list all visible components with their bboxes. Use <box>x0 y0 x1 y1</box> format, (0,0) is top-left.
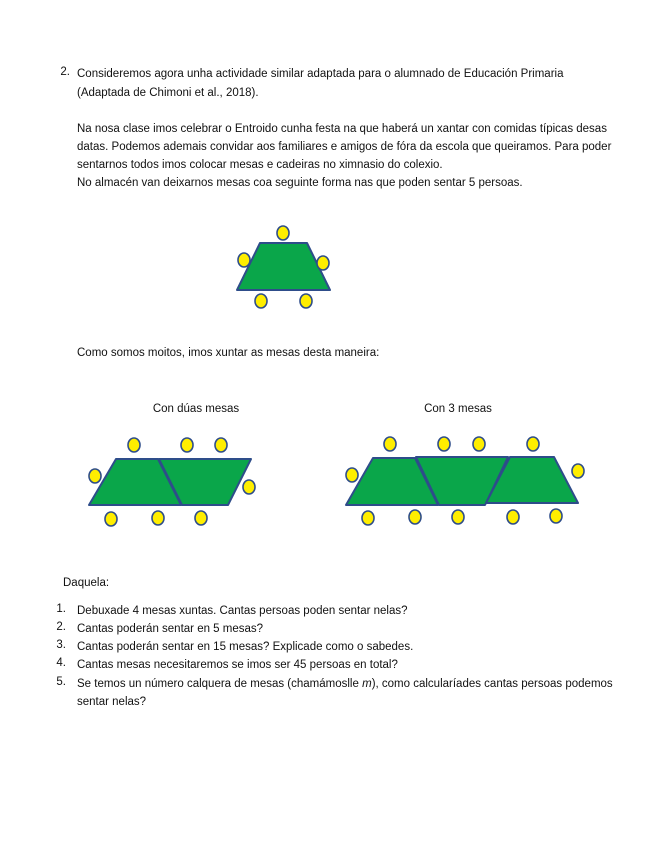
table-trapezoid <box>346 458 438 505</box>
seat <box>572 464 584 478</box>
seat <box>243 480 255 494</box>
question-number: 1. <box>56 603 66 615</box>
question-text: Debuxade 4 mesas xuntas. Cantas persoas poden sentar nelas? <box>77 605 408 617</box>
two-tables-figure <box>89 438 255 526</box>
question-text: Cantas poderán sentar en 5 mesas? <box>77 623 264 635</box>
seat <box>238 253 250 267</box>
seat <box>277 226 289 240</box>
item-heading-line-2: (Adaptada de Chimoni et al., 2018). <box>77 87 259 99</box>
seat <box>105 512 117 526</box>
item-number: 2. <box>60 66 70 78</box>
seat <box>255 294 267 308</box>
seat <box>152 511 164 525</box>
question-number: 2. <box>56 621 66 633</box>
daquela-label: Daquela: <box>63 577 110 589</box>
question-text: Se temos un número calquera de mesas (chamámoslle m), como calcularíades cantas persoas podemos <box>77 678 613 690</box>
seat <box>195 511 207 525</box>
seat <box>409 510 421 524</box>
seat <box>438 437 450 451</box>
seat <box>215 438 227 452</box>
intro-line-4: No almacén van deixarnos mesas coa seguinte forma nas que poden sentar 5 persoas. <box>77 177 523 189</box>
seat <box>346 468 358 482</box>
seat <box>550 509 562 523</box>
caption-three-tables: Con 3 mesas <box>424 403 492 415</box>
table-trapezoid <box>89 459 181 505</box>
table-trapezoid <box>486 457 578 503</box>
question-number: 4. <box>56 657 66 669</box>
seat <box>473 437 485 451</box>
table-trapezoid <box>237 243 330 290</box>
seat <box>507 510 519 524</box>
seat <box>181 438 193 452</box>
table-trapezoid-inverted <box>416 457 508 505</box>
question-text-continuation: sentar nelas? <box>77 696 147 708</box>
seat <box>317 256 329 270</box>
seat <box>384 437 396 451</box>
three-tables-figure <box>346 437 584 525</box>
seat <box>362 511 374 525</box>
intro-line-1: Na nosa clase imos celebrar o Entroido cunha festa na que haberá un xantar con comidas típicas desas <box>77 123 607 135</box>
question-number: 3. <box>56 639 66 651</box>
intro-line-3: sentarnos todos imos colocar mesas e cadeiras no ximnasio do colexio. <box>77 159 443 171</box>
caption-two-tables: Con dúas mesas <box>152 403 240 415</box>
intro-line-2: datas. Podemos ademais convidar aos familiares e amigos de fóra da escola que queiramos. Para poder <box>77 141 612 153</box>
table-trapezoid-inverted <box>159 459 251 505</box>
seat <box>300 294 312 308</box>
seat <box>527 437 539 451</box>
together-text: Como somos moitos, imos xuntar as mesas desta maneira: <box>77 347 380 359</box>
seat <box>128 438 140 452</box>
question-text: Cantas poderán sentar en 15 mesas? Explicade como o sabedes. <box>77 641 414 653</box>
question-number: 5. <box>56 676 66 688</box>
seat <box>452 510 464 524</box>
question-text: Cantas mesas necesitaremos se imos ser 45 persoas en total? <box>77 659 398 671</box>
seat <box>89 469 101 483</box>
item-heading-line-1: Consideremos agora unha actividade similar adaptada para o alumnado de Educación Primaria <box>77 68 564 80</box>
